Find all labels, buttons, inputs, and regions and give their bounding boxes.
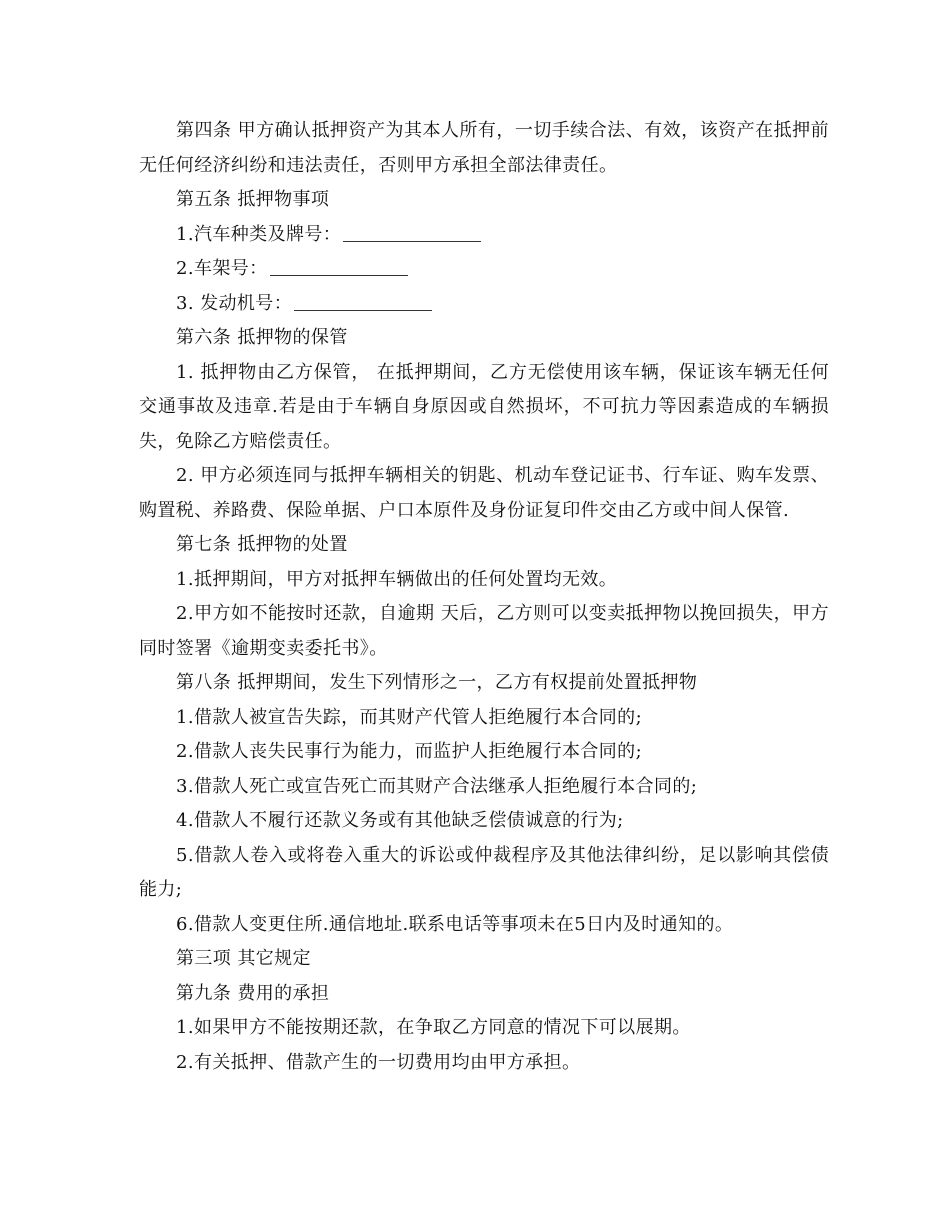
- article-4: [139, 114, 829, 183]
- item-6-2: [139, 459, 829, 528]
- item-8-4: [139, 804, 829, 839]
- item-7-1: [139, 563, 829, 598]
- item-9-1: [139, 1011, 829, 1046]
- fill-in-blank-line: [343, 223, 481, 242]
- item-8-2-text: 2.借款人丧失民事行为能力，而监护人拒绝履行本合同的;: [176, 741, 643, 762]
- article-8-heading-text: 第八条 抵押期间，发生下列情形之一，乙方有权提前处置抵押物: [176, 672, 698, 693]
- section-3-heading-text: 第三项 其它规定: [176, 948, 311, 969]
- item-9-2-text: 2.有关抵押、借款产生的一切费用均由甲方承担。: [176, 1051, 581, 1073]
- item-7-1-text: 1.抵押期间，甲方对抵押车辆做出的任何处置均无效。: [176, 568, 618, 590]
- item-6-1: [139, 356, 829, 460]
- item-8-2: [139, 735, 829, 770]
- article-7-heading: [139, 528, 829, 563]
- fill-in-blank-line: [294, 292, 432, 311]
- article-6-heading: [139, 321, 829, 356]
- item-9-2: [139, 1046, 829, 1081]
- item-7-2: [139, 597, 829, 666]
- item-6-1-text: 1. 抵押物由乙方保管， 在抵押期间，乙方无偿使用该车辆，保证该车辆无任何交通事故及违章.若是由于车辆自身原因或自然损坏，不可抗力等因素造成的车辆损失，免除乙方赔偿责任。: [139, 361, 829, 452]
- item-9-1-text: 1.如果甲方不能按期还款，在争取乙方同意的情况下可以展期。: [176, 1017, 691, 1038]
- contract-body: [139, 114, 829, 1080]
- item-5-1: [139, 218, 829, 253]
- item-8-1: [139, 701, 829, 736]
- article-5-heading: [139, 183, 829, 218]
- item-8-5: [139, 839, 829, 908]
- item-6-2-text: 2. 甲方必须连同与抵押车辆相关的钥匙、机动车登记证书、行车证、购车发票、购置税、养路费、保险单据、户口本原件及身份证复印件交由乙方或中间人保管.: [139, 465, 829, 521]
- article-7-heading-text: 第七条 抵押物的处置: [176, 534, 348, 555]
- item-7-2-text: 2.甲方如不能按时还款，自逾期 天后，乙方则可以变卖抵押物以挽回损失，甲方同时签署《逾期变卖委托书》。: [139, 603, 829, 659]
- item-5-1-text: 1.汽车种类及牌号：: [176, 223, 342, 245]
- fill-in-blank-line: [270, 257, 408, 276]
- item-8-4-text: 4.借款人不履行还款义务或有其他缺乏偿债诚意的行为;: [176, 810, 624, 831]
- item-8-6: [139, 908, 829, 943]
- article-9-heading-text: 第九条 费用的承担: [176, 982, 330, 1004]
- item-8-3-text: 3.借款人死亡或宣告死亡而其财产合法继承人拒绝履行本合同的;: [176, 775, 698, 797]
- article-9-heading: [139, 977, 829, 1012]
- article-6-heading-text: 第六条 抵押物的保管: [176, 327, 348, 348]
- article-8-heading: [139, 666, 829, 701]
- item-5-3-text: 3. 发动机号：: [176, 292, 293, 314]
- item-5-3: [139, 287, 829, 322]
- article-4-text: 第四条 甲方确认抵押资产为其本人所有，一切手续合法、有效，该资产在抵押前无任何经济纠纷和违法责任，否则甲方承担全部法律责任。: [139, 120, 829, 176]
- item-5-2-text: 2.车架号：: [176, 258, 268, 279]
- item-5-2: [139, 252, 829, 287]
- item-8-5-text: 5.借款人卷入或将卷入重大的诉讼或仲裁程序及其他法律纠纷，足以影响其偿债能力;: [139, 844, 829, 900]
- item-8-6-text: 6.借款人变更住所.通信地址.联系电话等事项未在5日内及时通知的。: [176, 913, 734, 935]
- article-5-heading-text: 第五条 抵押物事项: [176, 189, 330, 210]
- item-8-1-text: 1.借款人被宣告失踪，而其财产代管人拒绝履行本合同的;: [176, 706, 643, 728]
- item-8-3: [139, 770, 829, 805]
- section-3-heading: [139, 942, 829, 977]
